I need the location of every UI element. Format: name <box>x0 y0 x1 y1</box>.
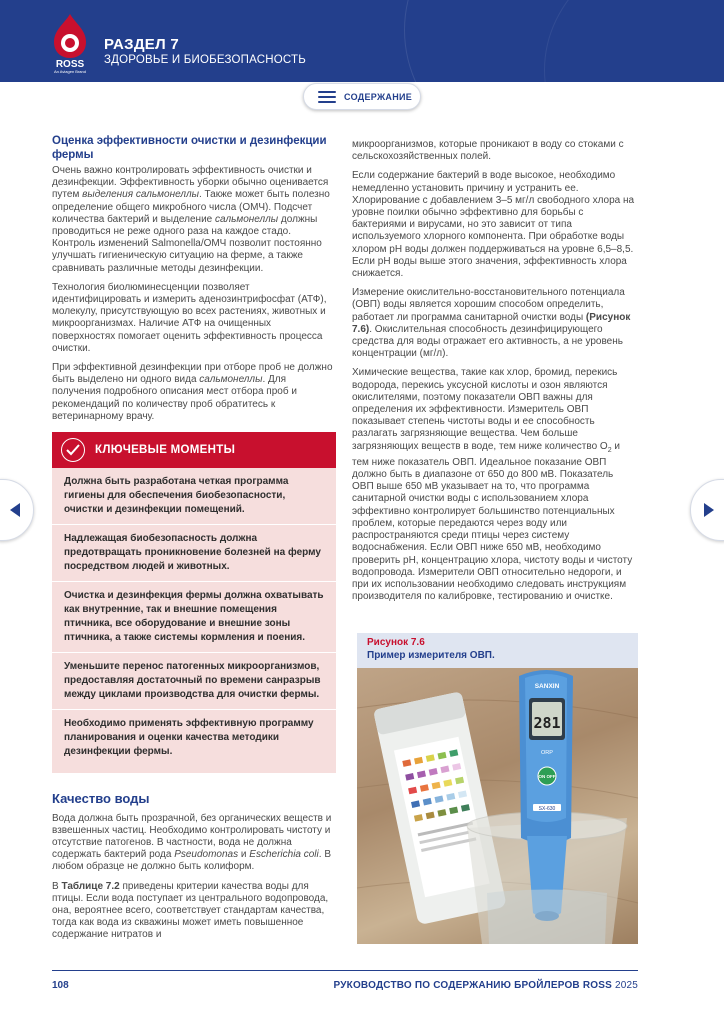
paragraph: микроорганизмов, которые проникают в воду со стоками с сельскохозяйственных полей. <box>352 139 624 163</box>
orp-meter-photo <box>357 668 638 944</box>
key-point: Должна быть разработана четкая программа гигиены для обеспечения биобезопасности, очистки и дезинфекции помещений. <box>52 468 336 525</box>
right-column <box>352 139 637 610</box>
logo-text: ROSS <box>55 59 85 70</box>
paragraph: Вода должна быть прозрачной, без органических веществ и взвешенных частиц. Необходимо контролировать чистоту и отсутствие патогенов. В частности, вода не должна содержать бактерий рода Pseudomonas и Escherichia coli. В любом образце не должно быть колиформ. <box>52 812 332 873</box>
meter-reading: 281 <box>533 714 561 732</box>
figure-orp-meter <box>357 633 638 944</box>
paragraph: Технология биолюминесценции позволяет идентифицировать и измерить аденозинтрифосфат (АТФ), молекулу, присутствующую во всех растениях, животных и микроорганизмах. Наличие АТФ на очищенных поверхностях помогает оценить эффективность процесса очистки. <box>52 281 327 354</box>
key-points-header <box>52 432 336 468</box>
arrow-right-icon <box>703 502 715 518</box>
next-page-button[interactable] <box>690 479 724 541</box>
menu-icon <box>318 91 336 103</box>
key-points-box <box>52 432 336 773</box>
meter-power-label: ON OFF <box>538 774 556 779</box>
contents-button[interactable] <box>303 83 421 110</box>
left-column <box>52 135 336 949</box>
figure-title: Пример измерителя ОВП. <box>367 650 495 661</box>
section-header <box>0 0 724 82</box>
paragraph: Очень важно контролировать эффективность очистки и дезинфекции. Эффективность уборки обычно оценивается путем выделения сальмонеллы. Также может быть полезно определение общего микробного числа (ОМЧ). Подсчет количества бактерий и выделение сальмонеллы должны проводиться не реже одного раза на каждое стадо. Контроль изменений Salmonella/ОМЧ позволит постоянно улучшать гигиеническую ситуацию на ферме, а также сравнивать различные методы дезинфекции. <box>52 165 330 274</box>
section-title: РАЗДЕЛ 7 <box>104 36 180 53</box>
key-point: Надлежащая биобезопасность должна предотвращать проникновение болезней на ферму посредством людей и животных. <box>52 525 336 582</box>
footer-title: РУКОВОДСТВО ПО СОДЕРЖАНИЮ БРОЙЛЕРОВ ROSS 2025 <box>333 980 638 991</box>
paragraph: Если содержание бактерий в воде высокое, необходимо немедленно установить причину и устранить ее. Хлорирование с добавлением 3–5 мг/л свободного хлора на уровне поилки обычно эффективно для борьбы с бактериями и вирусами, но это зависит от типа используемого хлорного компонента. При обработке воды хлором pH воды должен поддерживаться на уровне 6,5–8,5. Если pH воды выше этого значения, эффективность хлора снижается. <box>352 170 635 280</box>
key-point: Уменьшите перенос патогенных микроорганизмов, предоставляя достаточный по времени санразрыв между циклами производства для очистки фермы. <box>52 653 336 710</box>
cleaning-heading: Оценка эффективности очистки и дезинфекции фермы <box>52 135 327 161</box>
water-quality-heading: Качество воды <box>52 791 150 807</box>
orp-meter-illustration <box>357 668 638 944</box>
logo-subtext: An Aviagen Brand <box>54 69 86 74</box>
key-points-title: КЛЮЧЕВЫЕ МОМЕНТЫ <box>95 443 236 456</box>
check-circle-icon <box>61 438 85 462</box>
figure-link[interactable]: (Рисунок 7.6) <box>352 311 631 335</box>
key-point: Необходимо применять эффективную программу планирования и оценки качества методики дезинфекции фермы. <box>64 718 314 758</box>
paragraph: В Таблице 7.2 приведены критерии качества воды для птицы. Если вода поступает из центрального водопровода, она, вероятнее всего, соответствует стандартам качества, тогда как вода из скважины может иметь повышенное содержание нитратов и <box>52 880 329 941</box>
meter-brand: SANXIN <box>534 683 560 690</box>
meter-model: SX-630 <box>538 806 556 812</box>
figure-caption <box>357 633 638 668</box>
footer-year: 2025 <box>614 980 638 991</box>
footer-divider <box>52 970 638 971</box>
figure-number: Рисунок 7.6 <box>367 637 425 648</box>
paragraph: При эффективной дезинфекции при отборе проб не должно быть выделено ни одного вида сальмонеллы. Для получения подробного описания мест отбора проб и рекомендаций по количеству проб обратитесь к ветеринарному врачу. <box>52 362 333 422</box>
paragraph: Химические вещества, такие как хлор, бромид, перекись водорода, перекись уксусной кислоты и озон являются окислителями, поэтому показатели ОВП важны для определения их эффективности. Измеритель ОВП показывает степень чистоты воды и ее способность разлагать загрязняющие вещества. Чем больше загрязняющих веществ в воде, тем ниже количество $O_2$ и тем ниже показатель ОВП. Идеальное показание ОВП должно быть в диапазоне от 650 до 800 мВ. Показатель ОВП выше 650 мВ указывает на то, что программа санитарной очистки воды с использованием хлора эффективно контролирует большинство потенциальных проблем, которые передаются через воду или распространяются среди птицы через систему водоснабжения. Если ОВП ниже 650 мВ, необходимо проверить pH, концентрацию хлора, чистоту воды и чистоту водопровода. Измерители ОВП относительно недороги, и при их использовании необходимо следовать инструкциям производителя по калибровке, тестированию и очистке. <box>352 367 633 603</box>
section-subtitle: ЗДОРОВЬЕ И БИОБЕЗОПАСНОСТЬ <box>104 54 307 66</box>
arrow-left-icon <box>9 502 21 518</box>
previous-page-button[interactable] <box>0 479 34 541</box>
paragraph: Измерение окислительно-восстановительного потенциала (ОВП) воды является хорошим способом определить, работает ли программа санитарной очистки воды (Рисунок 7.6). Окислительная способность дезинфицирующего средства для воды отражает его активность, а не уровень концентрации (мг/л). <box>352 287 631 360</box>
header-decoration <box>544 0 724 82</box>
page-number: 108 <box>52 980 69 991</box>
ross-logo <box>46 12 94 74</box>
contents-button-label: СОДЕРЖАНИЕ <box>344 91 413 102</box>
meter-mode: ORP <box>541 750 553 756</box>
table-link[interactable]: Таблице 7.2 <box>61 880 120 892</box>
key-point: Очистка и дезинфекция фермы должна охватывать как внутренние, так и внешние помещения птичника, все оборудование и внешние зоны птичника, а также системы кормления и поения. <box>52 582 336 653</box>
